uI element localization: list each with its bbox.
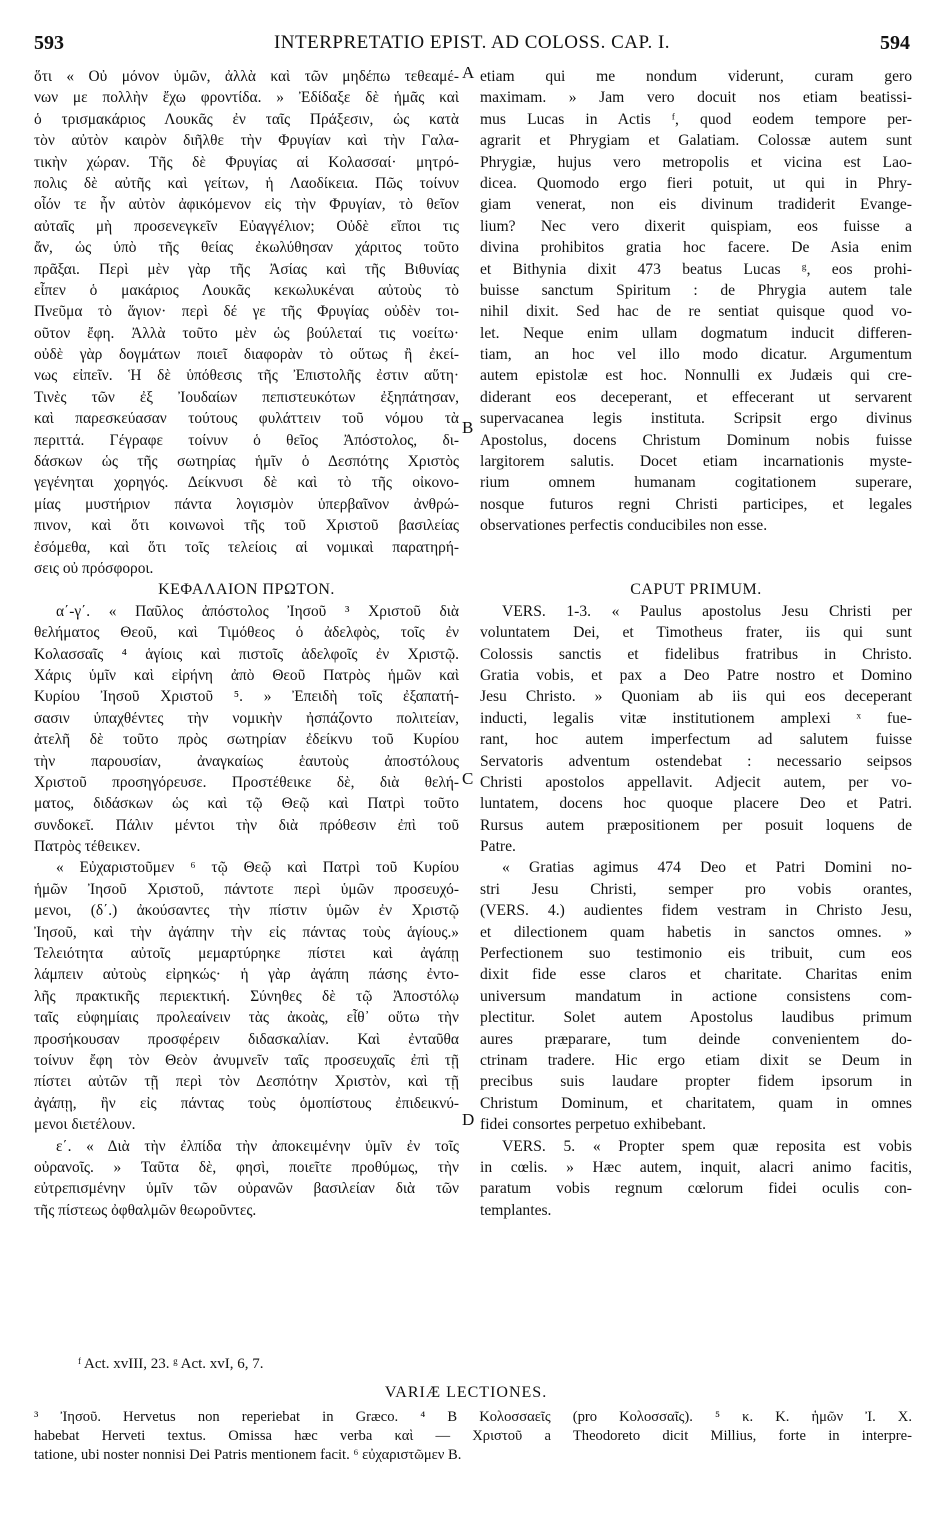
latin-line: Apostolus, docens Christum Dominum nobis fuisse [480,431,912,449]
latin-line: Phrygiæ, hujus vero metropolis et vicina est Lao- [480,153,912,171]
greek-line: ἡμῶν Ἰησοῦ Χριστοῦ, πάντοτε περὶ ὑμῶν προσευχό- [34,880,459,898]
greek-line: νων με πολλὴν ἔχω φροντίδα. » Ἐδίδαξε δὲ ἡμᾶς καὶ [34,89,459,107]
variae-lectiones-title: VARIÆ LECTIONES. [384,1384,548,1401]
greek-line: λῆς πρακτικῆς περιεκτική. Σύνηθες δὲ τῷ Ἀποστόλῳ [34,987,459,1005]
latin-line: dixit fide esse claros et charitate. Charitas enim [480,966,912,984]
footnotes: ᶠ Act. xvIII, 23. ᵍ Act. xvI, 6, 7. [78,1356,264,1372]
latin-line: et Bithynia dixit 473 beatus Lucas ᵍ, eos prohi- [480,260,912,278]
latin-line: Jesu Christo. » Quoniam ab iis qui eos deceperant [480,688,912,706]
greek-line: ταῖς εὐφημίαις προλεαίνειν τὰς ἀκοὰς, εἶθ᾽ οὕτω τὴν [34,1009,459,1027]
latin-line: et dilectionem quam habetis in sanctos omnes. » [480,923,912,941]
latin-line: buisse sanctum Spiritum : de Phrygia autem tale [480,281,912,299]
greek-line: τοίνυν ἔφη τὸν Θεὸν ἀνυμνεῖν ταῖς προσευχαῖς ἐπὶ τῇ [34,1051,459,1069]
greek-line: εὐτρεπισμένην ὑμῖν τῶν οὐρανῶν βασιλείαν διὰ τῶν [34,1180,459,1198]
greek-line: ΚΕΦΑΛΑΙΟΝ ΠΡΩΤΟΝ. [158,581,335,599]
greek-line: θελήματος Θεοῦ, καὶ Τιμόθεος ὁ ἀδελφὸς, τοῖς ἐν [34,624,459,642]
greek-line: εἶπεν ὁ μακάριος Λουκᾶς κεκωλυκέναι αὐτοὺς τὸ [34,281,459,299]
greek-line: δάσκων ὡς τῆς σωτηρίας ἡμῖν ὁ Δεσπότης Χριστὸς [34,453,459,471]
latin-line: « Gratias agimus 474 Deo et Patri Domini no- [502,859,912,877]
latin-line: Christum Dominum, et charitatem, quam in omnes [480,1094,912,1112]
latin-line: Gratia vobis, et pax a Deo Patre nostro et Domino [480,666,912,684]
latin-line: universum mandatum in actione consistens com- [480,987,912,1005]
greek-line: Κολασσαῖς ⁴ ἁγίοις καὶ πιστοῖς ἀδελφοῖς ἐν Χριστῷ. [34,645,459,663]
latin-line: VERS. 5. « Propter spem quæ reposita est vobis [502,1137,912,1155]
variae-line: ³ Ἰησοῦ. Hervetus non reperiebat in Græco. ⁴ Β Κολοσσαεῖς (pro Κολοσσαῖς). ⁵ κ. Κ. ἡμῶν Ἰ. Χ. [34,1409,912,1425]
greek-line: αὐταῖς μὴ προσενεγκεῖν Εὐαγγέλιον; Οὐδὲ εἴποι τις [34,217,459,235]
greek-line: μίας μυστήριον πάντα λογισμὸν ὑπερβαῖνον ἀνθρώ- [34,495,459,513]
latin-line: VERS. 1-3. « Paulus apostolus Jesu Christi per [502,602,912,620]
greek-line: ὁ τρισμακάριος Λουκᾶς ἐν ταῖς Πράξεσιν, ὡς κατὰ [34,110,459,128]
latin-line: plectitur. Solet autem Apostolus laudibus primum [480,1009,912,1027]
greek-line: ἄν, ὡς ὑπὸ τῆς θείας ἐκωλύθησαν χάριτος τοῦτο [34,239,459,257]
greek-line: πρᾶξαι. Περὶ μὲν γὰρ τῆς Ἀσίας καὶ τῆς Βιθυνίας [34,260,459,278]
latin-line [480,558,912,579]
running-title: INTERPRETATIO EPIST. AD COLOSS. CAP. I. [273,32,671,53]
latin-line: inducti, legalis vitæ institutionem amplexi ˣ fue- [480,709,912,727]
greek-line: Ἰησοῦ, καὶ τὴν ἀγάπην τὴν εἰς πάντας τοὺς ἁγίους.» [34,923,459,941]
latin-line: mus Lucas in Actis ᶠ, quod eodem tempore per- [480,110,912,128]
latin-line: fidei consortes perpetuo exhibebant. [480,1116,707,1134]
page-header [34,32,910,56]
greek-line: « Εὐχαριστοῦμεν ⁶ τῷ Θεῷ καὶ Πατρὶ τοῦ Κυρίου [56,859,459,877]
latin-line: observationes perfectis conducibiles non esse. [480,517,768,535]
greek-line: οὐρανοῖς. » Ταῦτα δὲ, φησὶ, ποιεῖτε προθύμως, τὴν [34,1158,459,1176]
margin-letter-b: B [462,418,474,437]
page-number-left: 593 [34,32,64,54]
margin-letter-a: A [462,63,475,82]
greek-line: πολις δὲ αὐτῆς καὶ γείτων, ἡ Λαοδίκεια. Πῶς τοίνυν [34,174,459,192]
margin-letter-c: C [462,769,474,788]
variae-line: tatione, ubi noster nonnisi Dei Patris mentionem facit. ⁶ εὐχαριστῶμεν Β. [34,1447,462,1463]
greek-line: τὸν αὐτὸν καιρὸν διῆλθε τὴν Φρυγίαν καὶ τὴν Γαλα- [34,132,459,150]
greek-line: ματος, διδάσκων ὡς καὶ τῷ Θεῷ καὶ Πατρὶ τοῦτο [34,795,459,813]
greek-line: σασιν ὑπαχθέντες τὴν νομικὴν ἠσπάζοντο πολιτείαν, [34,709,459,727]
variae-lectiones [34,1408,912,1465]
latin-line [480,537,912,558]
latin-line: largitorem salutis. Docet etiam incarnationis myste- [480,453,912,471]
greek-line: λάμπειν αὐτοὺς εἰρηκώς· ἡ γὰρ ἀγάπη πάσης ἐντο- [34,966,459,984]
greek-line: Χάρις ὑμῖν καὶ εἰρήνη ἀπὸ Θεοῦ Πατρὸς ἡμῶν καὶ [34,666,459,684]
greek-line: τῆς πίστεως ὀφθαλμῶν θεωροῦντες. [34,1201,257,1219]
greek-line: ὅτι « Οὐ μόνον ὑμῶν, ἀλλὰ καὶ τῶν μηδέπω τεθεαμέ- [34,68,459,85]
latin-line: etiam qui me nondum viderunt, curam gero [480,68,912,85]
latin-line: Servatoris adventum ostendebat : necessario seipsos [480,752,912,770]
greek-line: περιττά. Γέγραφε τοίνυν ὁ θεῖος Ἀπόστολος, δι- [34,431,459,449]
greek-line: Κυρίου Ἰησοῦ Χριστοῦ ⁵. » Ἐπειδὴ τοῖς ἐξαπατή- [34,688,459,706]
latin-line: diderant eos deceperant, et effecerant ut servarent [480,388,912,406]
latin-line: tiam, an hoc vel illo modo dicatur. Argumentum [480,346,912,364]
latin-column [480,66,912,1221]
greek-line: τικὴν χώραν. Τῆς δὲ Φρυγίας αἱ Κολασσαί· μητρό- [34,153,459,171]
latin-line: Christi apostolos appellavit. Adjecit autem, per vo- [480,773,912,791]
latin-line: giam venerat, non eis divinum tradiderit Evange- [480,196,912,214]
latin-line: divina prohibitos gratia hoc facere. De Asia enim [480,239,912,257]
greek-line: γεγένηται χορηγός. Δείκνυσι δὲ καὶ τὸ τῆς οἰκονο- [34,474,459,492]
latin-line: rium omnem humanam cogitationem superare, [480,474,912,492]
page-number-right: 594 [880,32,910,54]
latin-line: CAPUT PRIMUM. [630,581,762,599]
latin-line: supervacanea legis instituta. Scripsit ergo divinus [480,410,912,428]
greek-line: Τινὲς τῶν ἐξ Ἰουδαίων πεπιστευκότων ἐξηπάτησαν, [34,388,459,406]
latin-line: paratum vobis regnum cœlorum fidei oculis con- [480,1180,912,1198]
latin-line: voluntatem Dei, et Timotheus frater, iis qui sunt [480,624,912,642]
latin-line: let. Neque enim ullam dogmatum inducit differen- [480,324,912,342]
greek-line: οἷόν τε ἦν αὐτὸν ἀφικόμενον εἰς τὴν Φρυγίαν, τὸ θεῖον [34,196,459,214]
latin-line: Patre. [480,838,516,856]
greek-line: οὐδὲ γὰρ δογμάτων ποιεῖ διαφορὰν τὸ οὕτως ἢ ἐκεί- [34,346,459,364]
greek-line: πίστει αὐτῶν τῇ περὶ τὸν Δεσπότην Χριστὸν, καὶ τῇ [34,1073,459,1091]
latin-line: (VERS. 4.) audientes fidem vestram in Christo Jesu, [480,902,912,920]
latin-line: Colossis sanctis et fidelibus fratribus in Christo. [480,645,912,663]
latin-line: precibus suis laudare propter fidem ipsorum in [480,1073,912,1091]
greek-line: Τελειότητα αὐτοῖς μεμαρτύρηκε πίστει καὶ ἀγάπῃ [34,945,459,963]
greek-line: α΄-γ΄. « Παῦλος ἀπόστολος Ἰησοῦ ³ Χριστοῦ διὰ [56,602,459,620]
greek-line: συνδοκεῖ. Πάλιν μέντοι τὴν διὰ πρόθεσιν ἐπὶ τοῦ [34,816,459,834]
greek-column [34,66,459,1221]
greek-line: οῦτον ἔφη. Ἀλλὰ τοῦτο μὲν ὡς βούλεταί τις νοείτω· [34,324,459,342]
latin-line: dicea. Quomodo ergo fieri potuit, ut qui in Phry- [480,174,912,192]
latin-line: autem epistolæ est hoc. Nonnulli ex Judæis qui cre- [480,367,912,385]
latin-line: nosque futuros regni Christi participes, et legales [480,495,912,513]
latin-line: luntatem, docens hoc quoque placere Deo et Patri. [480,795,912,813]
latin-line: lium? Nec vero dixerit quispiam, eos fuisse a [480,217,912,235]
latin-line: in cœlis. » Hæc autem, inquit, alacri animo facitis, [480,1158,912,1176]
greek-line: Πνεῦμα τὸ ἅγιον· περὶ δέ γε τῆς Φρυγίας οὐδὲν τοι- [34,303,459,321]
latin-line: Perfectionem suo testimonio eis tribuit, cum eos [480,945,912,963]
greek-line: μενοι διετέλουν. [34,1116,136,1134]
greek-line: προσήκουσαν προσφέρειν διδασκαλίαν. Καὶ ἐνταῦθα [34,1030,459,1048]
latin-line: Rursus autem præpositionem per posuit loquens de [480,816,912,834]
greek-line: νως εἰπεῖν. Ἡ δὲ ὑπόθεσις τῆς Ἐπιστολῆς ἐστιν αὕτη· [34,367,459,385]
margin-letter-d: D [462,1110,475,1129]
latin-line: templantes. [480,1201,552,1219]
greek-line: Πατρὸς τέθεικεν. [34,838,141,856]
greek-line: πινον, καὶ ὅτι κοινωνοὶ τῆς τοῦ Χριστοῦ βασιλείας [34,517,459,535]
greek-line: καὶ παρεσκεύασαν τούτους φυλάττειν τοῦ νόμου τὰ [34,410,459,428]
latin-line: nihil dixit. Sed hac de re sentiat quisque quod vo- [480,303,912,321]
greek-line: μενοι, (δ΄.) ἀκούσαντες τὴν πίστιν ὑμῶν ἐν Χριστῷ [34,902,459,920]
greek-line: ἐσόμεθα, καὶ ὅτι τοῖς τελείοις αἱ νομικαὶ παρατηρή- [34,538,459,556]
latin-line: agrarit et Phrygiam et Galatiam. Colossæ autem sunt [480,132,912,150]
latin-line: rant, hoc autem imperfectum ad salutem fuisse [480,731,912,749]
greek-line: ἀτελῆ δὲ τοῦτο πρὸς σωτηρίαν ἐδείκνυ τοῦ Κυρίου [34,731,459,749]
greek-line: σεις οὐ πρόσφοροι. [34,559,154,577]
greek-line: ε΄. « Διὰ τὴν ἐλπίδα τὴν ἀποκειμένην ὑμῖν ἐν τοῖς [56,1137,459,1155]
latin-line: ctrinam tradere. Hic ergo etiam dixit se Deum in [480,1051,912,1069]
latin-line: aures præparare, tum deinde convenientem do- [480,1030,912,1048]
latin-line: stri Jesu Christi, semper pro vobis orantes, [480,880,912,898]
greek-line: Χριστοῦ προσηγόρευσε. Προστέθεικε δὲ, διὰ θελή- [34,773,459,791]
latin-line: maximam. » Jam vero docuit nos etiam beatissi- [480,89,912,107]
variae-line: habebat Herveti textus. Omissa hæc verba καὶ — Χριστοῦ a Theodoreto dicit Millius, forte in interpre- [34,1428,912,1444]
greek-line: ἀγάπῃ, ἣν εἰς πάντας τοὺς ὁμοπίστους ἐπιδεικνύ- [34,1094,459,1112]
greek-line: τὴν παρουσίαν, ἀναγκαίως ἑαυτοὺς ἀποστόλους [34,752,459,770]
